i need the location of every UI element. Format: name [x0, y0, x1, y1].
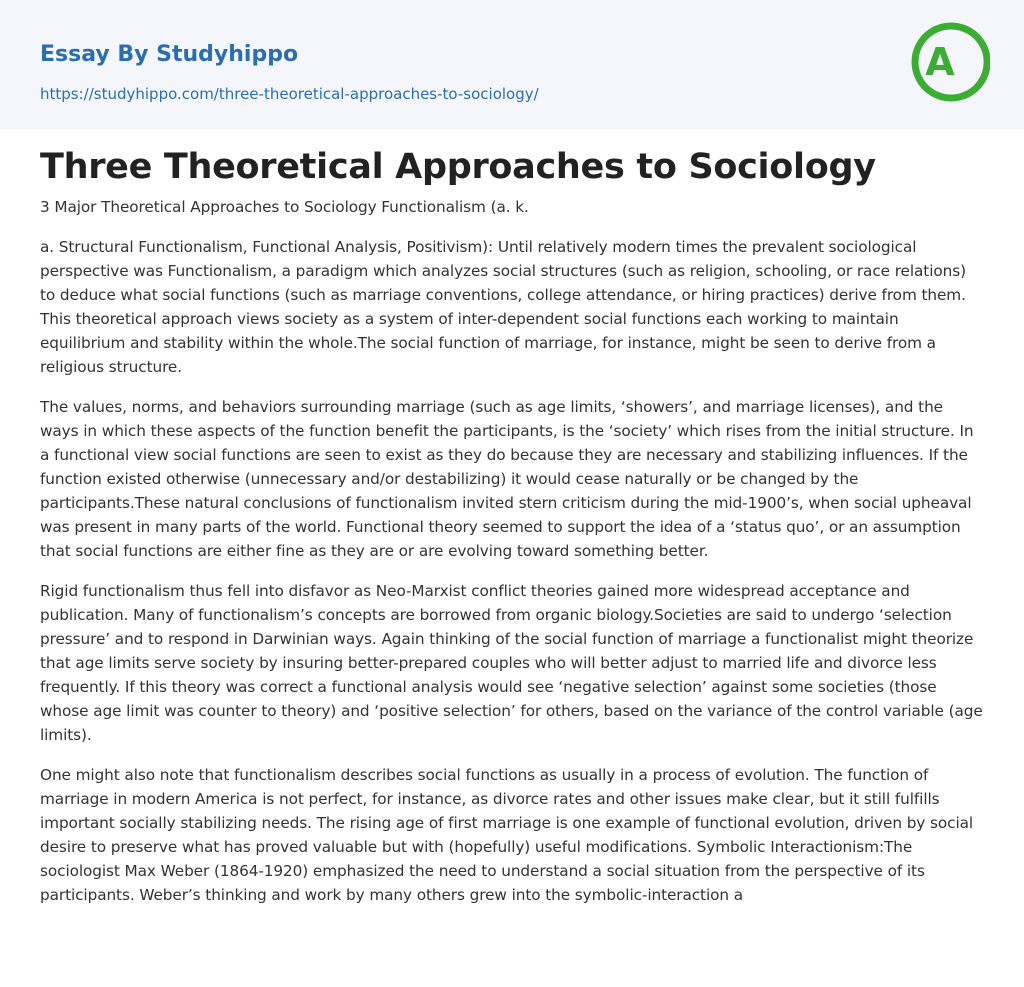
- site-header: [0, 0, 1024, 129]
- article: [40, 143, 984, 907]
- paragraph-2: a. Structural Functionalism, Functional Analysis, Positivism): Until relatively modern times the prevalent sociological perspective was Functionalism, a paradigm which analyzes social structures (such as religion, schooling, or race relations) to deduce what social functions (such as marriage conventions, college attendance, or hiring practices) derive from them. This theoretical approach views society as a system of inter-dependent social functions each working to maintain equilibrium and stability within the whole.The social function of marriage, for instance, might be seen to derive from a religious structure.: [40, 238, 966, 376]
- paragraph-1: 3 Major Theoretical Approaches to Sociology Functionalism (a. k.: [40, 198, 529, 216]
- paragraph-4: Rigid functionalism thus fell into disfavor as Neo-Marxist conflict theories gained more widespread acceptance and publication. Many of functionalism’s concepts are borrowed from organic biology.Societies are said to undergo ‘selection pressure’ and to respond in Darwinian ways. Again thinking of the social function of marriage a functionalist might theorize that age limits serve society by insuring better-prepared couples who will better adjust to married life and divorce less frequently. If this theory was correct a functional analysis would see ‘negative selection’ against some societies (those whose age limit was counter to theory) and ‘positive selection’ for others, based on the variance of the control variable (age limits).: [40, 582, 983, 744]
- source-url-link[interactable]: https://studyhippo.com/three-theoretical-approaches-to-sociology/: [40, 85, 539, 103]
- logo-letter: A: [925, 40, 955, 84]
- brand-title: Essay By Studyhippo: [40, 42, 299, 67]
- article-title: Three Theoretical Approaches to Sociology: [40, 147, 876, 187]
- paragraph-5: One might also note that functionalism describes social functions as usually in a process of evolution. The function of marriage in modern America is not perfect, for instance, as divorce rates and other issues make clear, but it still fulfills important socially stabilizing needs. The rising age of first marriage is one example of functional evolution, driven by social desire to preserve what has proved valuable but with (hopefully) useful modifications. Symbolic Interactionism:The sociologist Max Weber (1864-1920) emphasized the need to understand a social situation from the perspective of its participants. Weber’s thinking and work by many others grew into the symbolic-interaction a: [40, 766, 974, 904]
- studyhippo-logo-icon[interactable]: [906, 18, 990, 106]
- paragraph-3: The values, norms, and behaviors surrounding marriage (such as age limits, ‘showers’, and marriage licenses), and the ways in which these aspects of the function benefit the participants, is the ‘society’ which rises from the initial structure. In a functional view social functions are seen to exist as they do because they are necessary and stabilizing influences. If the function existed otherwise (unnecessary and/or destabilizing) it would cease naturally or be changed by the participants.These natural conclusions of functionalism invited stern criticism during the mid-1900’s, when social upheaval was present in many parts of the world. Functional theory seemed to support the idea of a ‘status quo’, or an assumption that social functions are either fine as they are or are evolving toward something better.: [40, 398, 974, 560]
